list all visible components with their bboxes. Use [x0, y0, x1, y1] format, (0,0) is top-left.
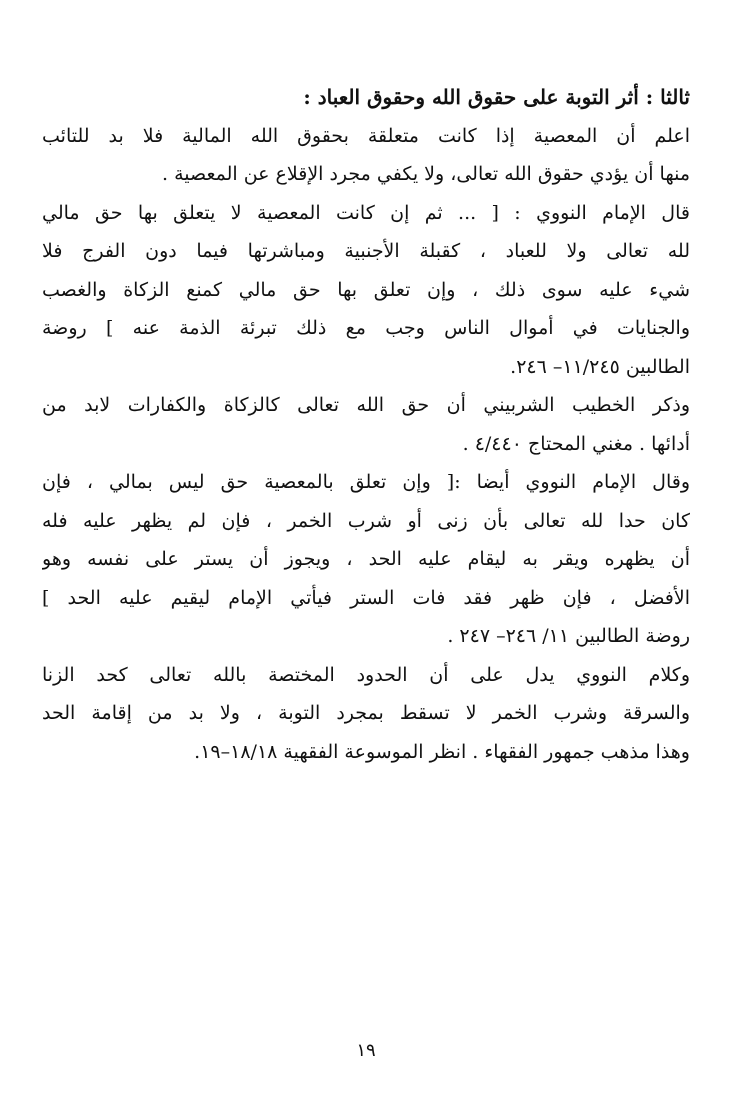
text-line: روضة الطالبين ١١/ ٢٤٦– ٢٤٧ .	[447, 625, 690, 647]
text-line: وذكر الخطيب الشربيني أن حق الله تعالى كالزكاة والكفارات لابد من	[42, 394, 690, 416]
text-line: الأفضل ، فإن ظهر فقد فات الستر فيأتي الإمام ليقيم عليه الحد ]	[42, 586, 690, 609]
section-heading: ثالثا : أثر التوبة على حقوق الله وحقوق العباد :	[303, 85, 690, 109]
body-text	[42, 78, 690, 771]
text-line: لله تعالى ولا للعباد ، كقبلة الأجنبية ومباشرتها فيما دون الفرج فلا	[42, 240, 690, 262]
text-line: وهذا مذهب جمهور الفقهاء . انظر الموسوعة الفقهية ١٨/١٨–١٩.	[194, 740, 690, 763]
text-line: وكلام النووي يدل على أن الحدود المختصة بالله تعالى كحد الزنا	[42, 663, 690, 686]
text-line: والجنايات في أموال الناس وجب مع ذلك تبرئة الذمة عنه ] روضة	[42, 317, 690, 339]
text-line: الطالبين ١١/٢٤٥– ٢٤٦.	[510, 355, 690, 378]
text-line: أدائها . مغني المحتاج ٤/٤٤٠ .	[462, 432, 690, 455]
text-line: وقال الإمام النووي أيضا :[ وإن تعلق بالمعصية حق ليس بمالي ، فإن	[42, 471, 690, 493]
text-line: قال الإمام النووي : [ ... ثم إن كانت المعصية لا يتعلق بها حق مالي	[42, 201, 690, 224]
text-line: اعلم أن المعصية إذا كانت متعلقة بحقوق الله المالية فلا بد للتائب	[42, 124, 690, 147]
text-line: أن يظهره ويقر به ليقام عليه الحد ، ويجوز أن يستر على نفسه وهو	[42, 548, 690, 570]
text-line: منها أن يؤدي حقوق الله تعالى، ولا يكفي مجرد الإقلاع عن المعصية .	[161, 163, 690, 185]
page-number: ١٩	[356, 1040, 376, 1061]
text-line: كان حدا لله تعالى بأن زنى أو شرب الخمر ، فإن لم يظهر عليه فله	[42, 509, 690, 532]
text-line: شيء عليه سوى ذلك ، وإن تعلق بها حق مالي كمنع الزكاة والغصب	[42, 278, 690, 301]
text-line: والسرقة وشرب الخمر لا تسقط بمجرد التوبة ، ولا بد من إقامة الحد	[42, 702, 690, 724]
